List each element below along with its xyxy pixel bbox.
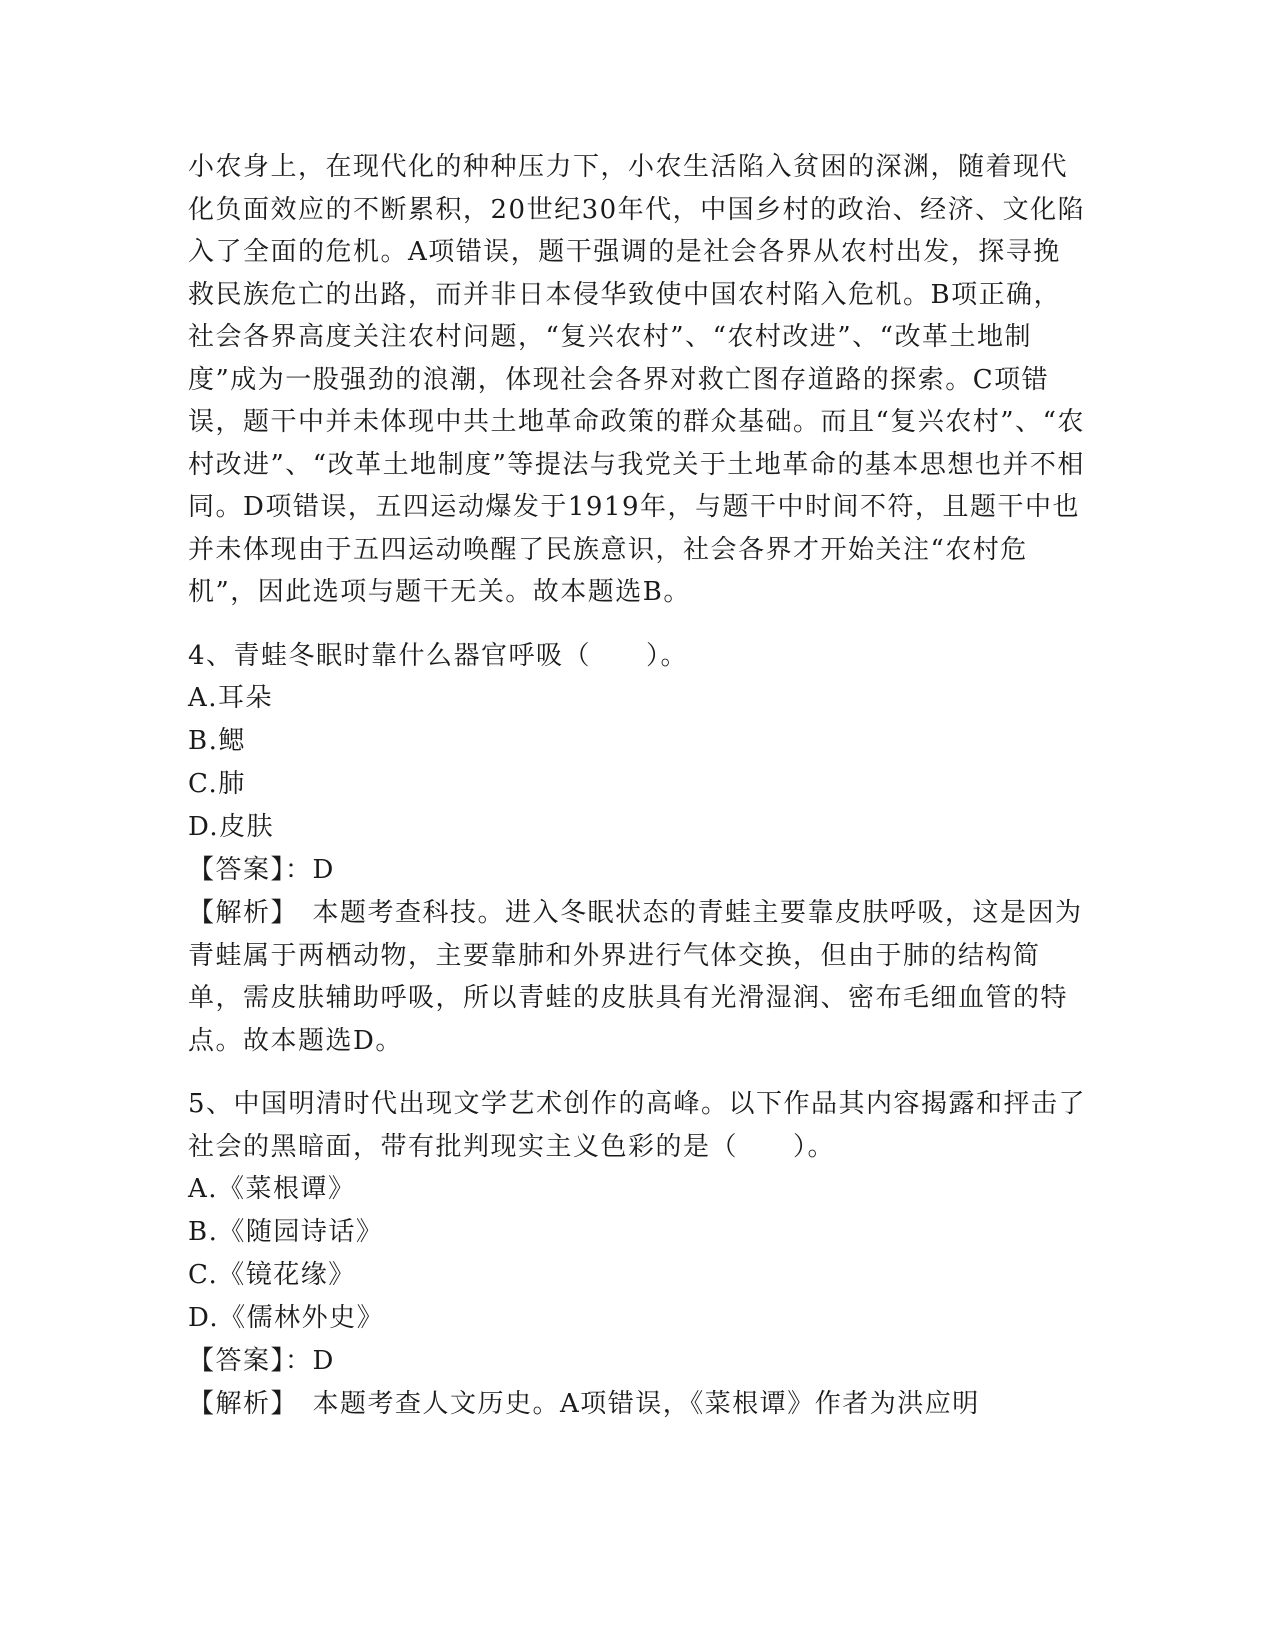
answer-line: 【答案】：D — [188, 1346, 335, 1376]
answer-line: 【答案】：D — [188, 855, 335, 885]
document-body — [188, 146, 1088, 1426]
explanation-text: 【解析】 本题考查人文历史。A项错误，《菜根谭》作者为洪应明 — [188, 1389, 980, 1419]
option-c: C.肺 — [188, 769, 246, 799]
option-a: A.《菜根谭》 — [188, 1174, 356, 1204]
question-stem: 5、中国明清时代出现文学艺术创作的高峰。以下作品其内容揭露和抨击了社会的黑暗面，带有批判现实主义色彩的是（ ）。 — [188, 1089, 1087, 1162]
question-block-5 — [188, 1083, 1088, 1426]
option-b: B.《随园诗话》 — [188, 1217, 384, 1247]
option-c: C.《镜花缘》 — [188, 1260, 356, 1290]
option-a: A.耳朵 — [188, 683, 274, 713]
intro-paragraph: 小农身上，在现代化的种种压力下，小农生活陷入贫困的深渊，随着现代化负面效应的不断累积，20世纪30年代，中国乡村的政治、经济、文化陷入了全面的危机。A项错误，题干强调的是社会各界从农村出发，探寻挽救民族危亡的出路，而并非日本侵华致使中国农村陷入危机。B项正确，社会各界高度关注农村问题，“复兴农村”、“农村改进”、“改革土地制度”成为一股强劲的浪潮，体现社会各界对救亡图存道路的探索。C项错误，题干中并未体现中共土地革命政策的群众基础。而且“复兴农村”、“农村改进”、“改革土地制度”等提法与我党关于土地革命的基本思想也并不相同。D项错误，五四运动爆发于1919年，与题干中时间不符，且题干中也并未体现由于五四运动唤醒了民族意识，社会各界才开始关注“农村危机”，因此选项与题干无关。故本题选B。 — [188, 152, 1086, 607]
explanation-text: 【解析】 本题考查科技。进入冬眠状态的青蛙主要靠皮肤呼吸，这是因为青蛙属于两栖动物，主要靠肺和外界进行气体交换，但由于肺的结构简单，需皮肤辅助呼吸，所以青蛙的皮肤具有光滑湿润、密布毛细血管的特点。故本题选D。 — [188, 898, 1083, 1056]
option-d: D.《儒林外史》 — [188, 1303, 385, 1333]
question-stem: 4、青蛙冬眠时靠什么器官呼吸（ ）。 — [188, 640, 689, 671]
option-d: D.皮肤 — [188, 812, 275, 842]
question-block-4 — [188, 635, 1088, 1063]
option-b: B.鳃 — [188, 726, 246, 756]
